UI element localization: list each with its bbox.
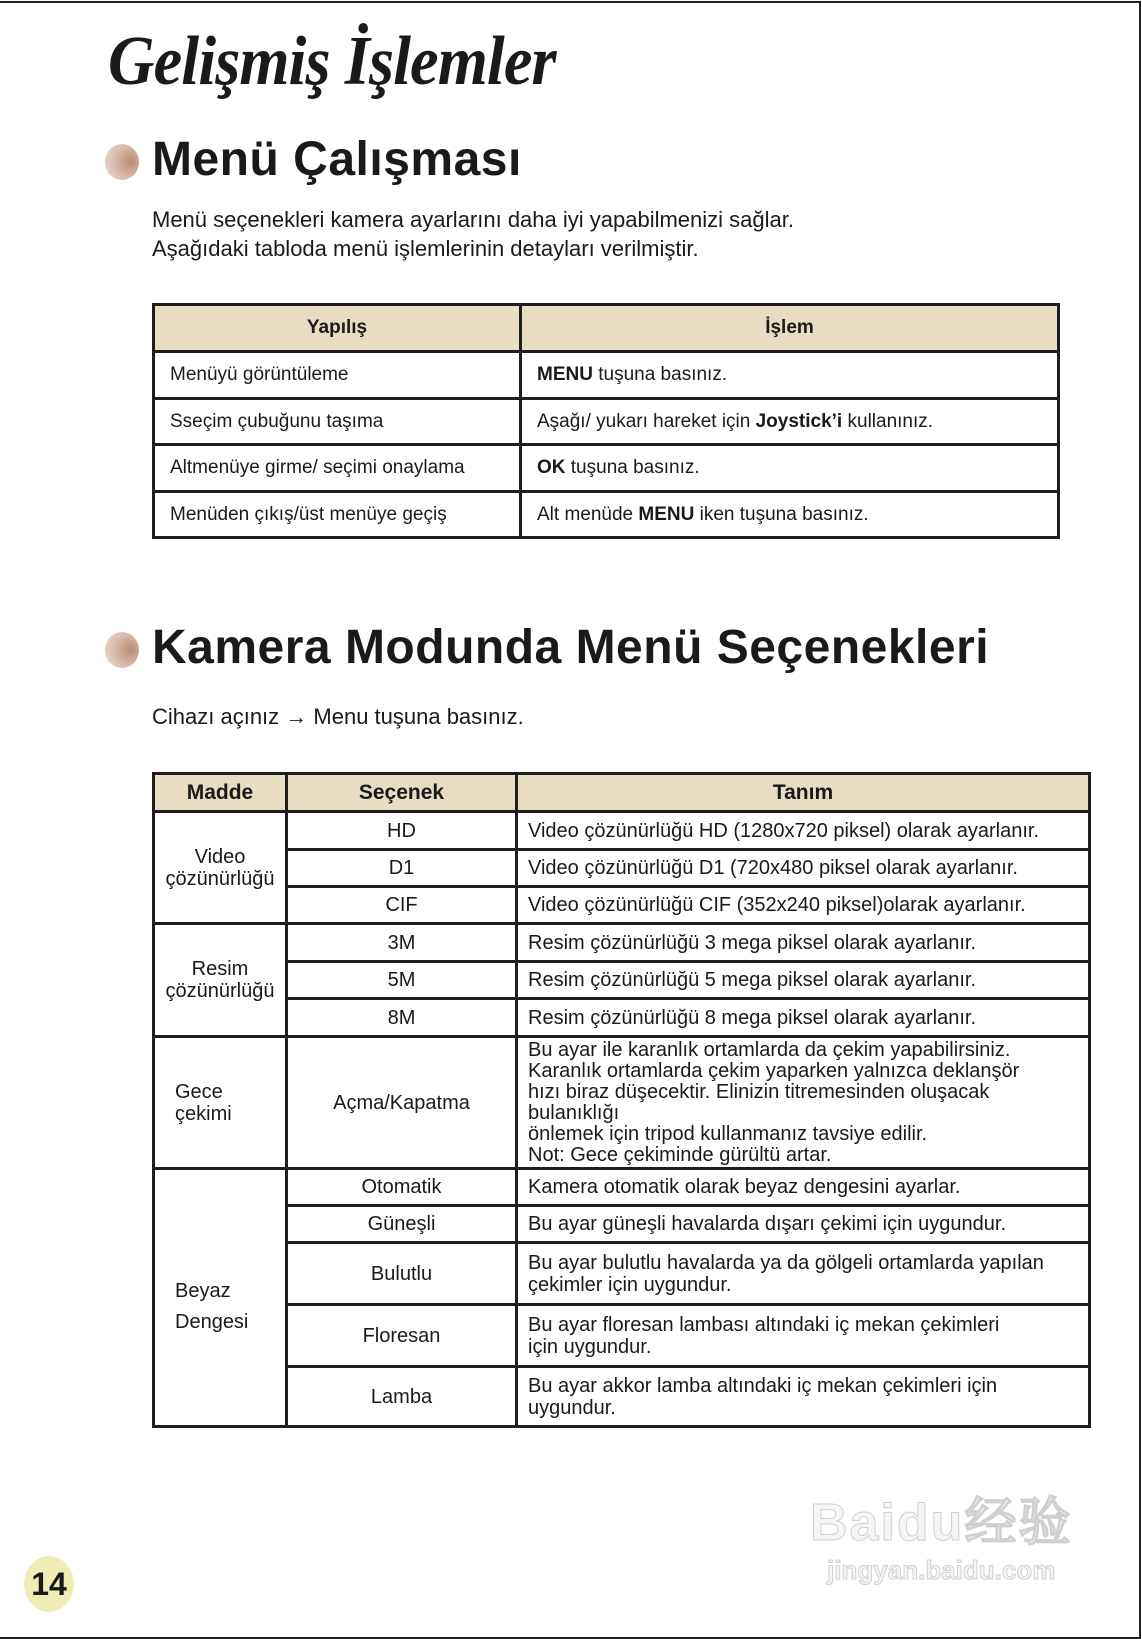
- intro-line: Aşağıdaki tabloda menü işlemlerinin detayları verilmiştir.: [152, 236, 699, 261]
- intro-paragraph: [152, 205, 794, 263]
- table-row: [154, 924, 1090, 962]
- description-line: Resim çözünürlüğü 5 mega piksel olarak ayarlanır.: [528, 969, 976, 991]
- item-label: Dengesi: [175, 1310, 249, 1333]
- description-line: için uygundur.: [528, 1335, 652, 1358]
- description-cell: [517, 924, 1090, 962]
- item-label: Beyaz: [175, 1279, 231, 1302]
- item-cell: [154, 924, 287, 1037]
- table-row: [154, 812, 1090, 850]
- section-heading-camera-menu: Kamera Modunda Menü Seçenekleri: [152, 621, 990, 674]
- option-cell: 8M: [287, 999, 517, 1037]
- section-bullet-icon: [105, 144, 139, 180]
- description-line: çekimler için uygundur.: [528, 1273, 732, 1296]
- description-line: uygundur.: [528, 1396, 616, 1419]
- description-line: Bu ayar ile karanlık ortamlarda da çekim yapabilirsiniz.: [528, 1038, 1011, 1061]
- table-row: [154, 999, 1090, 1037]
- description-line: Bu ayar güneşli havalarda dışarı çekimi için uygundur.: [528, 1213, 1007, 1235]
- description-cell: [517, 1305, 1090, 1367]
- description-line: Not: Gece çekiminde gürültü artar.: [528, 1143, 832, 1166]
- section-bullet-icon: [105, 632, 139, 668]
- header-yapilis: Yapılış: [154, 305, 521, 352]
- page-number: 14: [24, 1556, 74, 1612]
- key-name: OK: [537, 457, 566, 478]
- menu-operations-table: [152, 303, 1060, 539]
- option-cell: Floresan: [287, 1305, 517, 1367]
- operation-text: Aşağı/ yukarı hareket için: [537, 410, 756, 432]
- option-cell: Açma/Kapatma: [287, 1037, 517, 1169]
- page-title: Gelişmiş İşlemler: [108, 23, 556, 100]
- table-row: [154, 1243, 1090, 1305]
- header-secenek: Seçenek: [287, 774, 517, 812]
- option-cell: D1: [287, 850, 517, 887]
- description-line: hızı biraz düşecektir. Elinizin titremesinden oluşacak bulanıklığı: [528, 1080, 990, 1124]
- instruction-text: Cihazı açınız → Menu tuşuna basınız.: [152, 704, 524, 729]
- operation-text: tuşuna basınız.: [592, 364, 728, 385]
- table-row: [154, 1206, 1090, 1243]
- description-cell: [517, 1243, 1090, 1305]
- description-line: Bu ayar floresan lambası altındaki iç mekan çekimleri: [528, 1313, 1000, 1336]
- table-header-row: [154, 305, 1059, 352]
- description-line: Video çözünürlüğü HD (1280x720 piksel) olarak ayarlanır.: [528, 819, 1040, 842]
- intro-line: Menü seçenekleri kamera ayarlarını daha iyi yapabilmenizi sağlar.: [152, 207, 794, 232]
- item-cell: [154, 1169, 287, 1427]
- key-name: Joystick’i: [755, 410, 843, 432]
- description-line: Video çözünürlüğü CIF (352x240 piksel)olarak ayarlanır.: [528, 894, 1026, 916]
- item-label: Video: [194, 845, 246, 868]
- camera-menu-options-table: [152, 772, 1091, 1428]
- description-line: Kamera otomatik olarak beyaz dengesini ayarlar.: [528, 1176, 961, 1198]
- item-cell: [154, 1037, 287, 1169]
- option-cell: CIF: [287, 887, 517, 924]
- table-row: [154, 1367, 1090, 1427]
- table-row: [154, 850, 1090, 887]
- header-madde: Madde: [154, 774, 287, 812]
- header-tanim: Tanım: [517, 774, 1090, 812]
- description-line: Bu ayar bulutlu havalarda ya da gölgeli ortamlarda yapılan: [528, 1251, 1044, 1274]
- operation-text: iken tuşuna basınız.: [694, 503, 869, 525]
- option-cell: 3M: [287, 924, 517, 962]
- option-cell: Güneşli: [287, 1206, 517, 1243]
- description-cell: [517, 850, 1090, 887]
- table-row: [154, 962, 1090, 999]
- table-row: [154, 887, 1090, 924]
- action-cell: Menüden çıkış/üst menüye geçiş: [154, 492, 521, 538]
- key-name: MENU: [537, 364, 593, 385]
- description-cell: [517, 962, 1090, 999]
- operation-text: Alt menüde: [537, 503, 639, 525]
- option-cell: Lamba: [287, 1367, 517, 1427]
- description-cell: [517, 999, 1090, 1037]
- description-line: önlemek için tripod kullanmanız tavsiye edilir.: [528, 1122, 928, 1145]
- table-row: [154, 352, 1059, 399]
- key-name: MENU: [638, 503, 695, 525]
- operation-text: tuşuna basınız.: [565, 457, 700, 478]
- item-label: Gece çekimi: [175, 1080, 232, 1125]
- description-cell: [517, 1037, 1090, 1169]
- table-row: [154, 1305, 1090, 1367]
- action-cell: Sseçim çubuğunu taşıma: [154, 399, 521, 445]
- operation-cell: [521, 492, 1059, 538]
- table-row: [154, 1037, 1090, 1169]
- option-cell: Bulutlu: [287, 1243, 517, 1305]
- action-cell: Altmenüye girme/ seçimi onaylama: [154, 445, 521, 492]
- description-cell: [517, 1367, 1090, 1427]
- description-line: Karanlık ortamlarda çekim yaparken yalnızca deklanşör: [528, 1059, 1020, 1082]
- table-row: [154, 492, 1059, 538]
- operation-cell: [521, 352, 1059, 399]
- description-line: Resim çözünürlüğü 3 mega piksel olarak ayarlanır.: [528, 931, 976, 954]
- description-cell: [517, 1169, 1090, 1206]
- option-cell: HD: [287, 812, 517, 850]
- description-cell: [517, 1206, 1090, 1243]
- item-cell: [154, 812, 287, 924]
- operation-cell: [521, 445, 1059, 492]
- item-label: Resim: [191, 958, 249, 980]
- option-cell: 5M: [287, 962, 517, 999]
- table-header-row: [154, 774, 1090, 812]
- description-cell: [517, 812, 1090, 850]
- description-line: Resim çözünürlüğü 8 mega piksel olarak ayarlanır.: [528, 1006, 976, 1029]
- description-cell: [517, 887, 1090, 924]
- table-row: [154, 445, 1059, 492]
- operation-text: kullanınız.: [842, 410, 934, 432]
- description-line: Bu ayar akkor lamba altındaki iç mekan çekimleri için: [528, 1374, 998, 1397]
- section-heading-menu: Menü Çalışması: [152, 133, 522, 186]
- header-islem: İşlem: [521, 305, 1059, 352]
- action-cell: Menüyü görüntüleme: [154, 352, 521, 399]
- description-line: Video çözünürlüğü D1 (720x480 piksel olarak ayarlanır.: [528, 857, 1018, 879]
- item-label: çözünürlüğü: [165, 980, 275, 1002]
- operation-cell: [521, 399, 1059, 445]
- table-row: [154, 1169, 1090, 1206]
- item-label: çözünürlüğü: [165, 867, 275, 890]
- baidu-watermark-logo: Baidu经验 jingyan.baidu.com: [810, 1494, 1073, 1585]
- option-cell: Otomatik: [287, 1169, 517, 1206]
- table-row: [154, 399, 1059, 445]
